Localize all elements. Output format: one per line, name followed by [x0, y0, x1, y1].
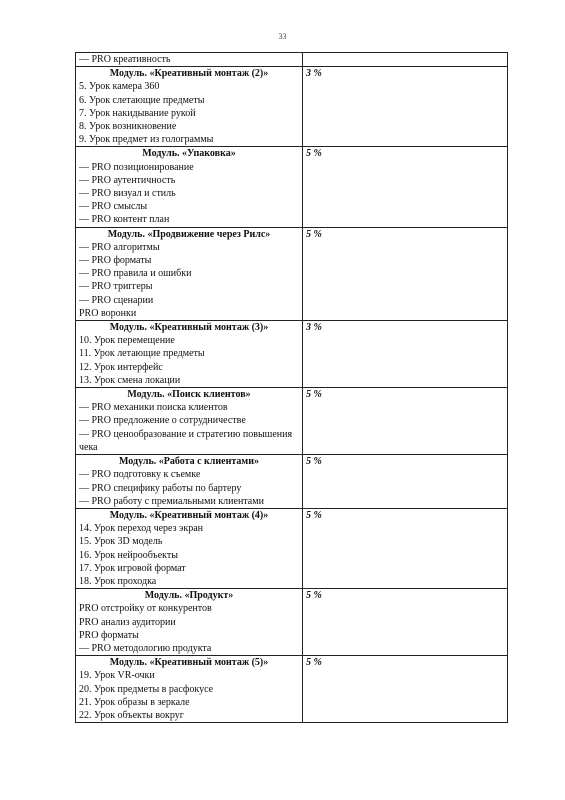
- weight-cell: [303, 227, 508, 320]
- list-item: 16. Урок нейрообъекты: [79, 549, 178, 561]
- module-cell: [76, 321, 303, 388]
- table-row: [76, 147, 508, 227]
- list-item: 7. Урок накидывание рукой: [79, 107, 196, 119]
- module-title: Модуль. «Креативный монтаж (5)»: [109, 657, 269, 669]
- module-weight: 5 %: [306, 456, 322, 468]
- table-row: [76, 388, 508, 455]
- module-weight: 5 %: [306, 228, 322, 240]
- list-item: — PRO методологию продукта: [79, 642, 212, 654]
- list-item: — PRO работу с премиальными клиентами: [79, 495, 264, 507]
- list-item: 10. Урок перемещение: [79, 335, 175, 347]
- table-row: [76, 455, 508, 509]
- table-row: [76, 53, 508, 67]
- module-title: Модуль. «Поиск клиентов»: [127, 389, 251, 401]
- weight-cell: [303, 508, 508, 588]
- module-title: Модуль. «Работа с клиентами»: [119, 456, 259, 468]
- syllabus-table: [75, 52, 508, 723]
- module-title: Модуль. «Креативный монтаж (2)»: [109, 68, 269, 80]
- list-item: 18. Урок проходка: [79, 575, 157, 587]
- list-item: 11. Урок летающие предметы: [79, 348, 205, 360]
- weight-cell: [303, 321, 508, 388]
- module-cell: [76, 589, 303, 656]
- module-weight: 5 %: [306, 657, 322, 669]
- module-cell: [76, 67, 303, 147]
- module-title: Модуль. «Продвижение через Рилс»: [107, 228, 271, 240]
- module-cell: [76, 656, 303, 723]
- module-weight: 3 %: [306, 322, 322, 334]
- weight-cell: [303, 455, 508, 509]
- list-item: — PRO смыслы: [79, 201, 148, 213]
- list-item: 12. Урок интерфейс: [79, 361, 163, 373]
- list-item: — PRO подготовку к съемке: [79, 469, 201, 481]
- table-row: [76, 589, 508, 656]
- module-title: Модуль. «Продукт»: [144, 590, 234, 602]
- list-item: — PRO правила и ошибки: [79, 268, 192, 280]
- page-number: 33: [278, 32, 287, 41]
- module-title: Модуль. «Упаковка»: [142, 148, 236, 160]
- list-item: 21. Урок образы в зеркале: [79, 696, 190, 708]
- weight-cell: [303, 67, 508, 147]
- list-item: — PRO механики поиска клиентов: [79, 402, 228, 414]
- weight-cell: [303, 656, 508, 723]
- module-cell: [76, 53, 303, 67]
- list-item: — PRO сценарии: [79, 294, 154, 306]
- module-weight: 5 %: [306, 389, 322, 401]
- table-row: [76, 321, 508, 388]
- list-item: 9. Урок предмет из голограммы: [79, 134, 214, 146]
- list-item: 15. Урок 3D модель: [79, 536, 163, 548]
- table-row: [76, 508, 508, 588]
- list-item: 14. Урок переход через экран: [79, 523, 203, 535]
- list-item: PRO форматы: [79, 629, 139, 641]
- list-item: — PRO визуал и стиль: [79, 188, 176, 200]
- table-row: [76, 656, 508, 723]
- module-weight: 5 %: [306, 148, 322, 160]
- table-row: [76, 67, 508, 147]
- list-item: 17. Урок игровой формат: [79, 562, 186, 574]
- list-item: — PRO ценообразование и стратегию повышения чека: [79, 428, 293, 453]
- table-row: [76, 227, 508, 320]
- list-item: — PRO специфику работы по бартеру: [79, 482, 242, 494]
- list-item: 22. Урок объекты вокруг: [79, 709, 184, 721]
- list-item: — PRO триггеры: [79, 281, 153, 293]
- list-item: — PRO предложение о сотрудничестве: [79, 415, 246, 427]
- list-item: — PRO креативность: [79, 54, 171, 65]
- weight-cell: [303, 589, 508, 656]
- module-weight: 5 %: [306, 509, 322, 521]
- list-item: — PRO позиционирование: [79, 161, 194, 173]
- module-cell: [76, 147, 303, 227]
- module-cell: [76, 455, 303, 509]
- module-cell: [76, 388, 303, 455]
- list-item: — PRO форматы: [79, 255, 152, 267]
- module-title: Модуль. «Креативный монтаж (4)»: [109, 509, 269, 521]
- module-weight: 5 %: [306, 590, 322, 602]
- weight-cell: [303, 147, 508, 227]
- list-item: PRO воронки: [79, 307, 137, 319]
- list-item: PRO отстройку от конкурентов: [79, 603, 212, 615]
- list-item: — PRO контент план: [79, 214, 170, 226]
- module-title: Модуль. «Креативный монтаж (3)»: [109, 322, 269, 334]
- module-weight: 3 %: [306, 68, 322, 80]
- list-item: 6. Урок слетающие предметы: [79, 94, 205, 106]
- list-item: — PRO алгоритмы: [79, 241, 160, 253]
- weight-cell: [303, 53, 508, 67]
- list-item: — PRO аутентичность: [79, 174, 176, 186]
- weight-cell: [303, 388, 508, 455]
- list-item: 13. Урок смена локации: [79, 374, 181, 386]
- module-cell: [76, 508, 303, 588]
- module-cell: [76, 227, 303, 320]
- list-item: 19. Урок VR-очки: [79, 670, 155, 682]
- list-item: 8. Урок возникновение: [79, 121, 177, 133]
- list-item: 20. Урок предметы в расфокусе: [79, 683, 214, 695]
- list-item: 5. Урок камера 360: [79, 81, 160, 93]
- list-item: PRO анализ аудитории: [79, 616, 176, 628]
